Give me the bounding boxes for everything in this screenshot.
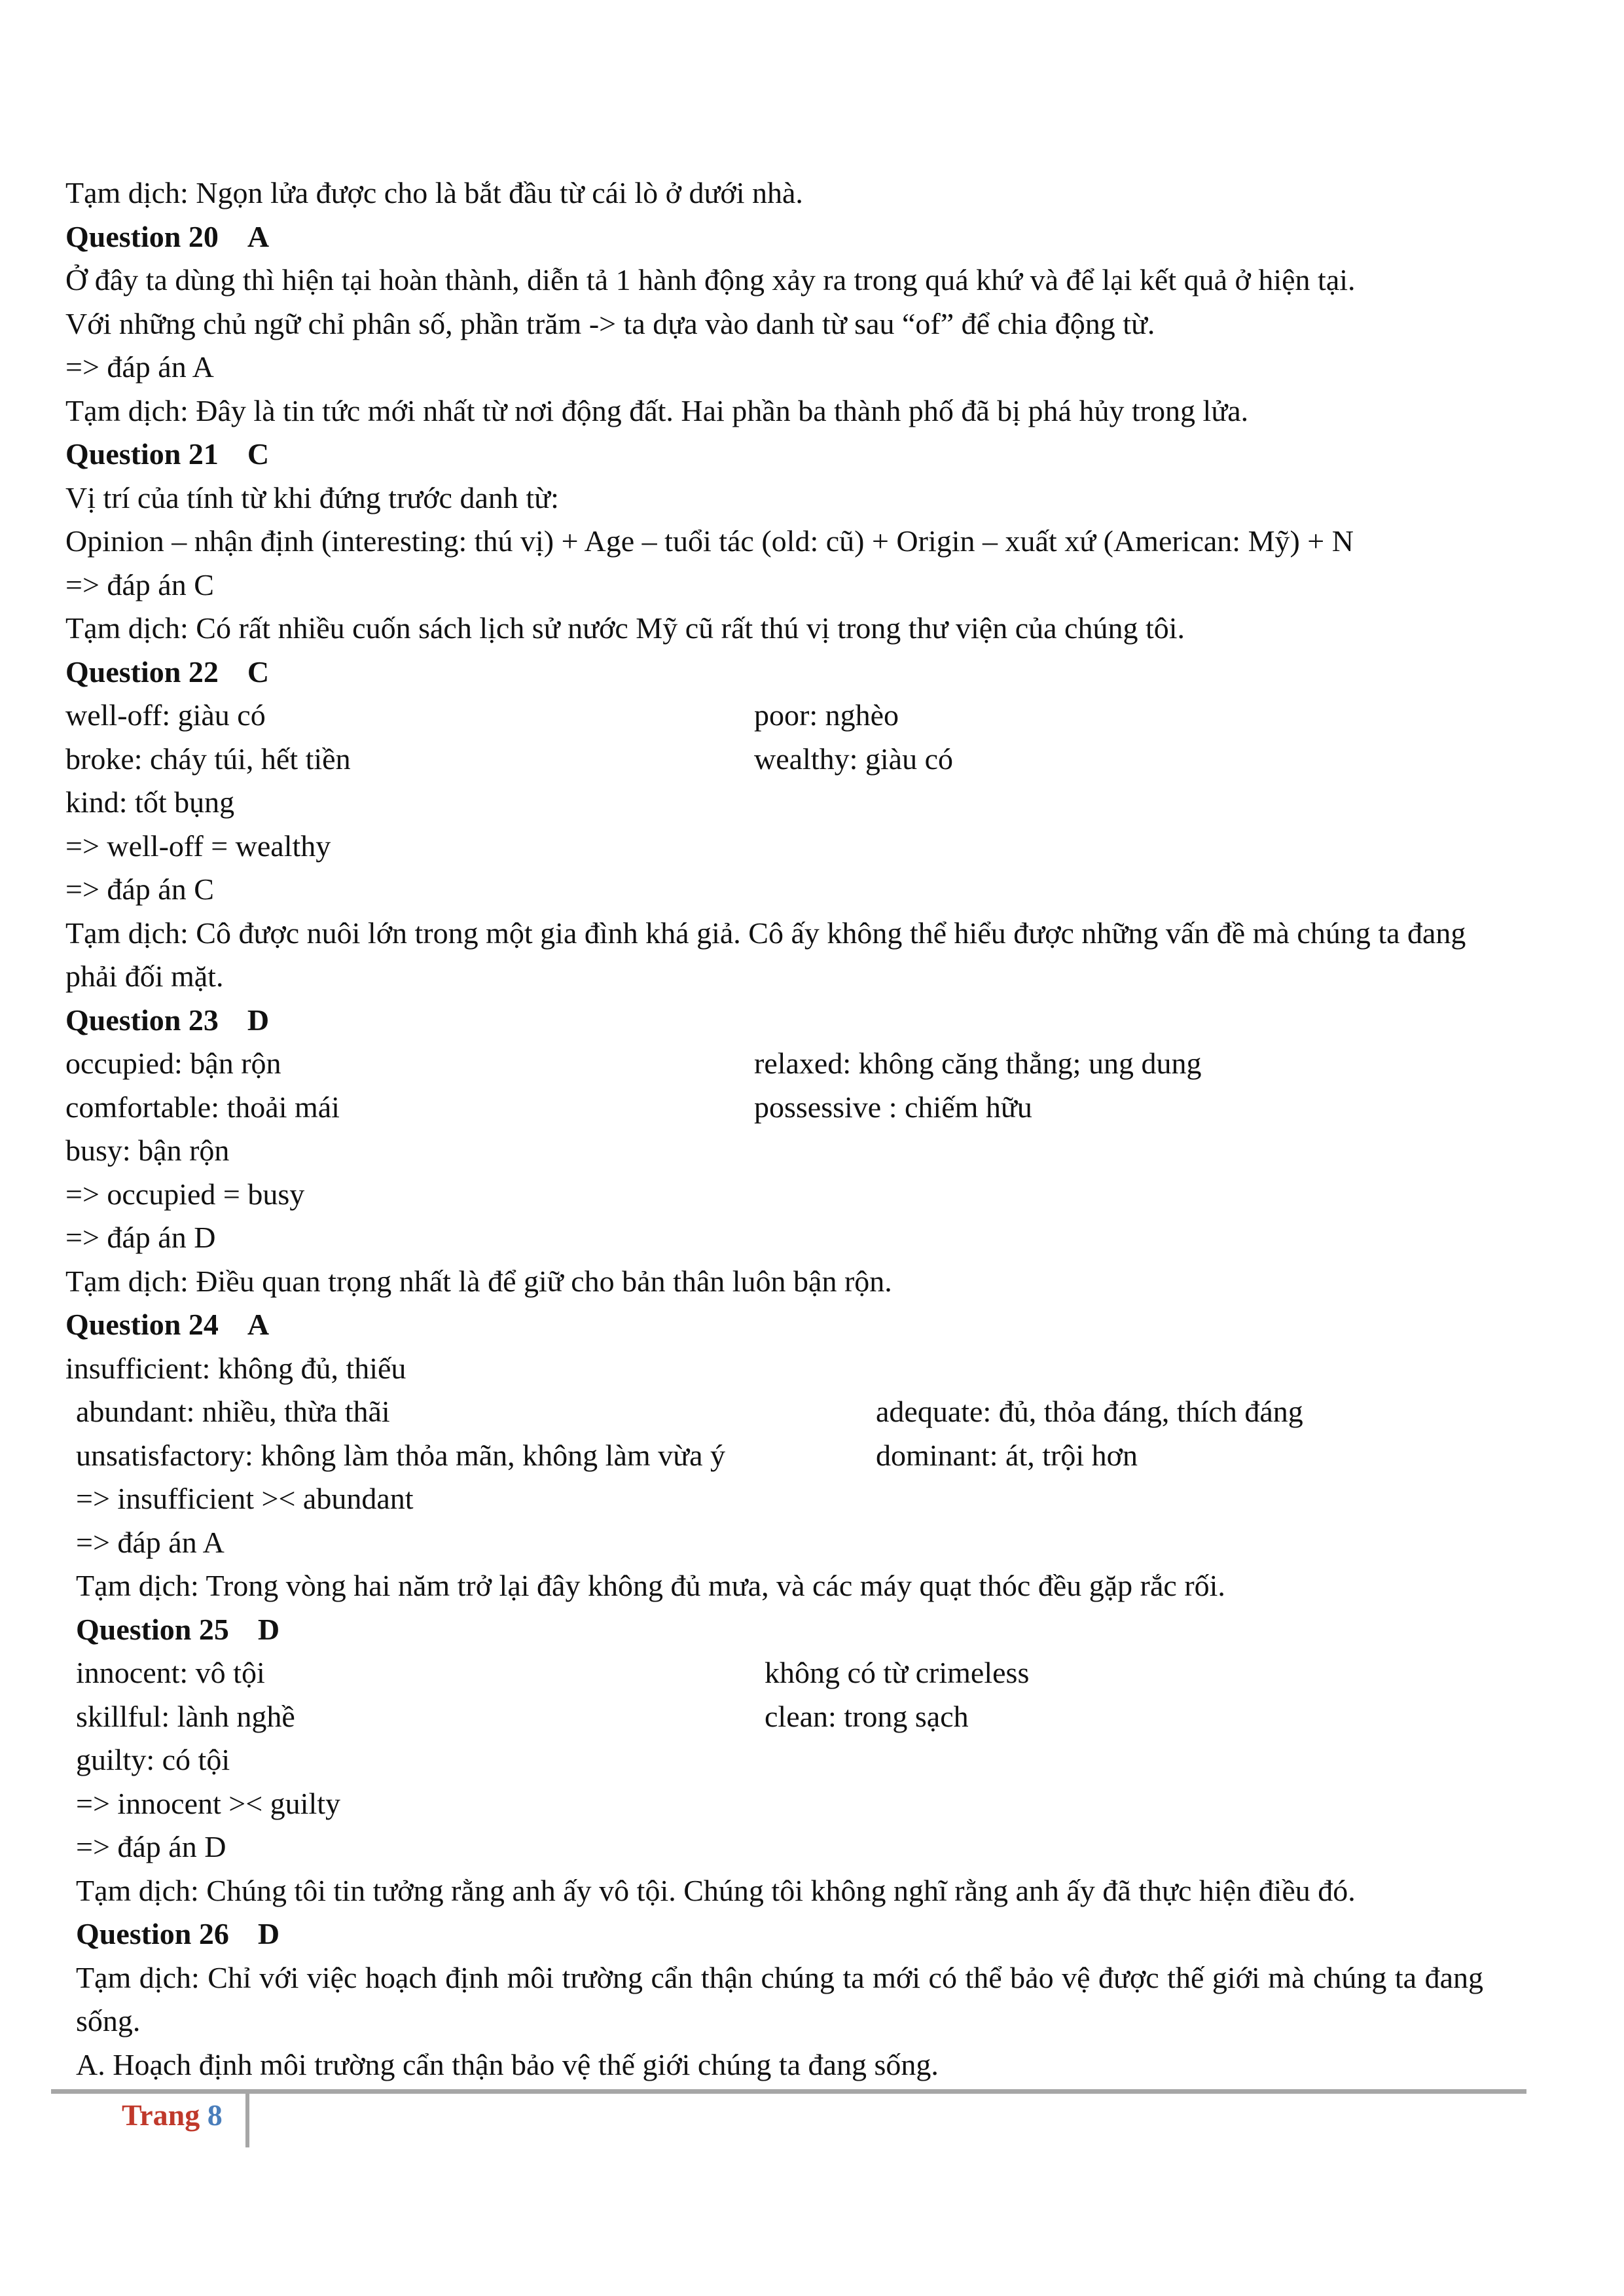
text-line: Tạm dịch: Ngọn lửa được cho là bắt đầu từ cái lò ở dưới nhà. — [65, 176, 803, 209]
answer-letter: C — [247, 655, 270, 689]
text-line: Ở đây ta dùng thì hiện tại hoàn thành, diễn tả 1 hành động xảy ra trong quá khứ và để lại kết quả ở hiện tại. — [65, 263, 1356, 296]
text-line: => đáp án D — [76, 1830, 226, 1863]
text-line: insufficient: không đủ, thiếu — [65, 1351, 406, 1385]
question-heading: Question 20 A — [65, 219, 270, 253]
text-line: Tạm dịch: Đây là tin tức mới nhất từ nơi động đất. Hai phần ba thành phố đã bị phá hủy trong lửa. — [65, 393, 1249, 427]
text-paragraph: Tạm dịch: Chỉ với việc hoạch định môi trường cẩn thận chúng ta mới có thể bảo vệ được thế giới mà chúng ta đang sống. — [76, 1960, 1483, 2037]
answer-letter: D — [257, 1612, 280, 1646]
text-line: => đáp án A — [65, 350, 214, 384]
text-line: => occupied = busy — [65, 1177, 305, 1211]
text-line: => well-off = wealthy — [65, 829, 331, 863]
answer-letter: A — [247, 1308, 270, 1341]
text-line: => đáp án C — [65, 872, 214, 906]
text-line: busy: bận rộn — [65, 1134, 230, 1167]
text-line: Tạm dịch: Điều quan trọng nhất là để giữ cho bản thân luôn bận rộn. — [65, 1264, 892, 1298]
question-heading: Question 21 C — [65, 437, 270, 471]
question-heading: Question 23 D — [65, 1003, 270, 1037]
question-heading: Question 24 A — [65, 1308, 270, 1341]
text-line: Với những chủ ngữ chỉ phân số, phần trăm -> ta dựa vào danh từ sau “of” để chia động từ. — [65, 306, 1155, 340]
text-line: Tạm dịch: Trong vòng hai năm trở lại đây không đủ mưa, và các máy quạt thóc đều gặp rắc rối. — [76, 1569, 1225, 1602]
vocab-row: occupied: bận rộn relaxed: không căng thẳng; ung dung — [65, 1047, 1202, 1080]
question-heading: Question 22 C — [65, 655, 270, 689]
text-line: => đáp án A — [76, 1525, 225, 1559]
question-heading: Question 26 D — [76, 1917, 280, 1950]
text-line: Tạm dịch: Chúng tôi tin tưởng rằng anh ấy vô tội. Chúng tôi không nghĩ rằng anh ấy đã thực hiện điều đó. — [76, 1873, 1356, 1907]
footer-vertical-divider — [245, 2094, 249, 2147]
footer-divider — [51, 2089, 1526, 2094]
answer-letter: D — [257, 1917, 280, 1950]
vocab-row: abundant: nhiều, thừa thãi adequate: đủ, thỏa đáng, thích đáng — [76, 1395, 1303, 1428]
text-line: => đáp án D — [65, 1221, 216, 1254]
text-line: => đáp án C — [65, 567, 214, 601]
text-line: => insufficient >< abundant — [76, 1482, 414, 1515]
vocab-row: comfortable: thoải mái possessive : chiếm hữu — [65, 1090, 1032, 1124]
document-body — [65, 171, 1610, 2087]
text-line: phải đối mặt. — [65, 960, 224, 993]
page-number: Trang 8 — [122, 2098, 223, 2132]
text-line: Tạm dịch: Cô được nuôi lớn trong một gia đình khá giả. Cô ấy không thể hiểu được những vấn đề mà chúng ta đang — [65, 916, 1466, 950]
answer-letter: A — [247, 219, 270, 253]
answer-letter: C — [247, 437, 270, 471]
text-line: Tạm dịch: Có rất nhiều cuốn sách lịch sử nước Mỹ cũ rất thú vị trong thư viện của chúng tôi. — [65, 611, 1185, 645]
vocab-row: innocent: vô tội không có từ crimeless — [76, 1656, 1030, 1689]
vocab-row: unsatisfactory: không làm thỏa mãn, không làm vừa ý dominant: át, trội hơn — [76, 1438, 1138, 1472]
text-line: Vị trí của tính từ khi đứng trước danh từ: — [65, 480, 559, 514]
answer-letter: D — [247, 1003, 270, 1037]
question-heading: Question 25 D — [76, 1612, 280, 1646]
text-line: A. Hoạch định môi trường cẩn thận bảo vệ thế giới chúng ta đang sống. — [76, 2047, 939, 2081]
text-line: => innocent >< guilty — [76, 1786, 341, 1820]
vocab-row: broke: cháy túi, hết tiền wealthy: giàu có — [65, 742, 954, 776]
text-line: kind: tốt bụng — [65, 785, 235, 819]
vocab-row: skillful: lành nghề clean: trong sạch — [76, 1699, 969, 1733]
text-line: Opinion – nhận định (interesting: thú vị) + Age – tuổi tác (old: cũ) + Origin – xuất xứ (American: Mỹ) + N — [65, 524, 1354, 558]
text-line: guilty: có tội — [76, 1743, 230, 1776]
vocab-row: well-off: giàu có poor: nghèo — [65, 698, 899, 732]
